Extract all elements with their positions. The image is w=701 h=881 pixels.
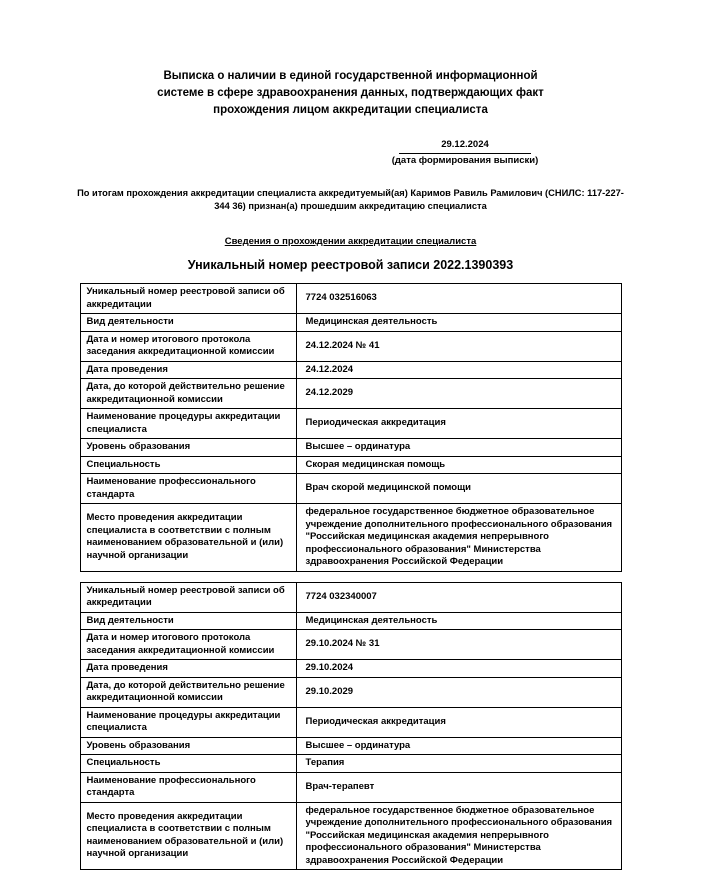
table-row [80, 677, 621, 707]
row-value-cell: 24.12.2024 [296, 361, 621, 379]
row-value-cell: Терапия [296, 755, 621, 773]
intro-paragraph: По итогам прохождения аккредитации специалиста аккредитуемый(ая) Каримов Равиль Рамилович (СНИЛС: 117-227-344 36) признан(а) прошедшим аккредитацию специалиста [77, 188, 624, 211]
row-value-cell: Высшее – ординатура [296, 737, 621, 755]
row-value-cell: Врач-терапевт [296, 772, 621, 802]
row-label-cell: Дата, до которой действительно решение аккредитационной комиссии [80, 677, 296, 707]
section-heading: Сведения о прохождении аккредитации специалиста [224, 236, 477, 247]
table-row [80, 755, 621, 773]
row-value-cell: Периодическая аккредитация [296, 409, 621, 439]
row-value-cell: 29.10.2024 [296, 660, 621, 678]
row-label-cell: Вид деятельности [80, 612, 296, 630]
row-label-cell: Дата, до которой действительно решение аккредитационной комиссии [80, 379, 296, 409]
row-label-cell: Уникальный номер реестровой записи об аккредитации [80, 582, 296, 612]
table-row [80, 772, 621, 802]
registry-number-heading: Уникальный номер реестровой записи 2022.1390393 [187, 258, 514, 272]
formation-date: 29.12.2024 [399, 139, 531, 154]
row-label-cell: Дата и номер итогового протокола заседания аккредитационной комиссии [80, 331, 296, 361]
row-label-cell: Специальность [80, 456, 296, 474]
table-row [80, 361, 621, 379]
row-value-cell: 7724 032516063 [296, 284, 621, 314]
document-title: Выписка о наличии в единой государственной информационной системе в сфере здравоохранения данных, подтверждающих факт прохождения лицом аккредитации специалиста [157, 70, 544, 116]
row-label-cell: Вид деятельности [80, 314, 296, 332]
table-row [80, 439, 621, 457]
table-row [80, 504, 621, 572]
table-row [80, 707, 621, 737]
row-label-cell: Наименование профессионального стандарта [80, 474, 296, 504]
table-row [80, 379, 621, 409]
table-row [80, 331, 621, 361]
table-row [80, 456, 621, 474]
table-row [80, 660, 621, 678]
row-label-cell: Наименование процедуры аккредитации специалиста [80, 409, 296, 439]
row-label-cell: Дата проведения [80, 361, 296, 379]
row-label-cell: Место проведения аккредитации специалиста в соответствии с полным наименованием образовательной и (или) научной организации [80, 802, 296, 870]
row-value-cell: 29.10.2029 [296, 677, 621, 707]
row-value-cell: Периодическая аккредитация [296, 707, 621, 737]
table-row [80, 612, 621, 630]
table-row [80, 284, 621, 314]
row-value-cell: 24.12.2024 № 41 [296, 331, 621, 361]
row-label-cell: Уникальный номер реестровой записи об аккредитации [80, 284, 296, 314]
row-value-cell: Высшее – ординатура [296, 439, 621, 457]
formation-date-caption: (дата формирования выписки) [391, 155, 539, 166]
row-value-cell: Медицинская деятельность [296, 314, 621, 332]
accreditation-table-2 [80, 582, 622, 871]
row-label-cell: Место проведения аккредитации специалиста в соответствии с полным наименованием образовательной и (или) научной организации [80, 504, 296, 572]
table-row [80, 630, 621, 660]
row-label-cell: Наименование процедуры аккредитации специалиста [80, 707, 296, 737]
formation-date-block [391, 139, 539, 167]
row-label-cell: Дата и номер итогового протокола заседания аккредитационной комиссии [80, 630, 296, 660]
row-label-cell: Дата проведения [80, 660, 296, 678]
table-row [80, 474, 621, 504]
table-row [80, 409, 621, 439]
table-row [80, 582, 621, 612]
row-label-cell: Наименование профессионального стандарта [80, 772, 296, 802]
row-value-cell: Врач скорой медицинской помощи [296, 474, 621, 504]
accreditation-table-1 [80, 283, 622, 572]
row-label-cell: Уровень образования [80, 737, 296, 755]
row-value-cell: Скорая медицинская помощь [296, 456, 621, 474]
row-value-cell: 7724 032340007 [296, 582, 621, 612]
row-value-cell: федеральное государственное бюджетное образовательное учреждение дополнительного профессионального образования "Российская медицинская академия непрерывного профессионального образования" Министерства здравоохранения Российской Федерации [296, 802, 621, 870]
row-label-cell: Уровень образования [80, 439, 296, 457]
table-row [80, 737, 621, 755]
row-value-cell: 29.10.2024 № 31 [296, 630, 621, 660]
table-row [80, 314, 621, 332]
table-row [80, 802, 621, 870]
row-label-cell: Специальность [80, 755, 296, 773]
row-value-cell: 24.12.2029 [296, 379, 621, 409]
row-value-cell: федеральное государственное бюджетное образовательное учреждение дополнительного профессионального образования "Российская медицинская академия непрерывного профессионального образования" Министерства здравоохранения Российской Федерации [296, 504, 621, 572]
row-value-cell: Медицинская деятельность [296, 612, 621, 630]
